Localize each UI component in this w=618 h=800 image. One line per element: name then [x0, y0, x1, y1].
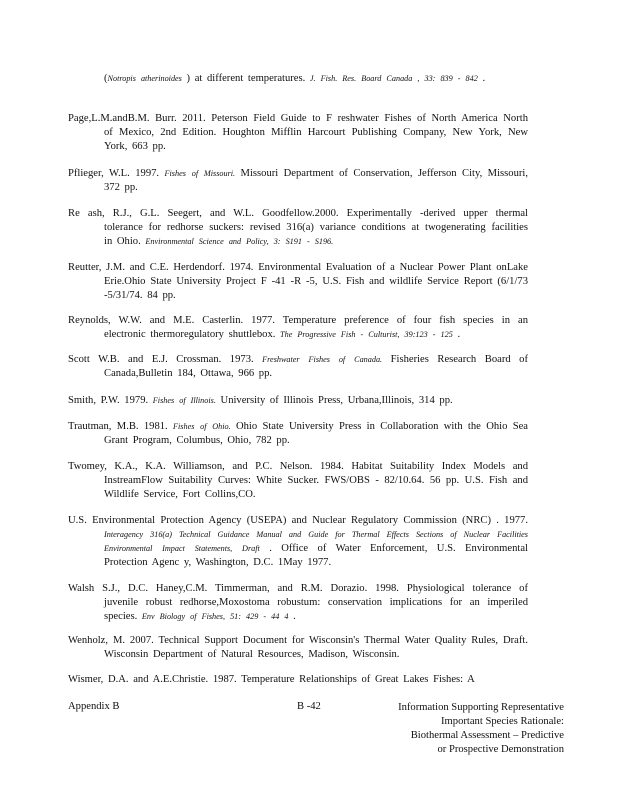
reference-text: Wenholz, M. 2007. Technical Support Document for Wisconsin's Thermal Water Quality Rules, Draft. Wisconsin Department of Natural Resources, Madison, Wisconsin. — [68, 635, 528, 660]
reference-text: . — [288, 611, 296, 622]
reference-pflieger — [68, 167, 528, 195]
reference-notropis — [68, 72, 528, 86]
reference-italic-text: Interagency 316(a) Technical Guidance Manual and Guide for Thermal Effects Sections of Nuclear Facilities Environmental Impact Statements, Draft — [104, 530, 528, 553]
reference-text: ( — [104, 73, 108, 84]
reference-text: . — [452, 329, 461, 340]
reference-scott — [68, 353, 528, 381]
reference-text: ) at different temperatures. — [181, 73, 310, 84]
reference-text: University of Illinois Press, Urbana,Illinois, 314 pp. — [215, 395, 453, 406]
reference-italic-text: J. Fish. Res. Board Canada , 33: 839 - 842 — [309, 74, 478, 83]
reference-text: Fisheries Research Board of Canada,Bulletin 184, Ottawa, 966 pp. — [104, 354, 528, 379]
reference-reutter — [68, 261, 528, 303]
reference-trautman — [68, 420, 528, 448]
reference-text: Ohio State University Press in Collaboration with the Ohio Sea Grant Program, Columbus, Ohio, 782 pp. — [104, 421, 528, 446]
footer-title-line: Important Species Rationale: — [441, 716, 564, 727]
reference-usepa — [68, 514, 528, 570]
reference-text: Pflieger, W.L. 1997. — [68, 168, 165, 179]
reference-text: Page,L.M.andB.M. Burr. 2011. Peterson Field Guide to F reshwater Fishes of North America North of Mexico, 2nd Edition. Houghton Mifflin Harcourt Publishing Company, New York, New York, 663 pp. — [68, 113, 528, 152]
reference-text: Walsh S.J., D.C. Haney,C.M. Timmerman, and R.M. Dorazio. 1998. Physiological tolerance of juvenile robust redhorse,Moxostoma robustum: conservation implications for an imperiled species. — [68, 583, 528, 622]
reference-reynolds — [68, 314, 528, 342]
reference-page — [68, 112, 528, 154]
reference-wismer — [68, 673, 528, 687]
reference-text: Wismer, D.A. and A.E.Christie. 1987. Temperature Relationships of Great Lakes Fishes: A — [68, 674, 475, 685]
reference-italic-text: The Progressive Fish - Culturist, 39:123 - 125 — [280, 330, 453, 339]
reference-text: Reynolds, W.W. and M.E. Casterlin. 1977. Temperature preference of four fish species in an electronic thermoregulatory shuttlebox. — [68, 315, 528, 340]
reference-walsh — [68, 582, 528, 624]
reference-twomey — [68, 460, 528, 502]
reference-text: U.S. Environmental Protection Agency (USEPA) and Nuclear Regulatory Commission (NRC) . 1977. — [68, 515, 528, 526]
reference-italic-text: Freshwater Fishes of Canada. — [262, 355, 383, 364]
reference-text: . Office of Water Enforcement, U.S. Environmental Protection Agenc y, Washington, D.C. 1May 1977. — [104, 543, 529, 568]
reference-smith — [68, 394, 528, 408]
reference-text: Re ash, R.J., G.L. Seegert, and W.L. Goodfellow.2000. Experimentally -derived upper thermal tolerance for redhorse suckers: revised 316(a) variance conditions at twogenerating facilities in Ohio. — [68, 208, 528, 247]
reference-reash — [68, 207, 528, 249]
footer-section-title — [364, 701, 564, 757]
reference-text: Trautman, M.B. 1981. — [68, 421, 174, 432]
footer-title-line: Information Supporting Representative — [398, 702, 564, 713]
reference-text: Missouri Department of Conservation, Jefferson City, Missouri, 372 pp. — [104, 168, 528, 193]
reference-italic-text: Fishes of Missouri. — [164, 169, 236, 178]
reference-text: Twomey, K.A., K.A. Williamson, and P.C. Nelson. 1984. Habitat Suitability Index Models and InstreamFlow Suitability Curves: White Sucker. FWS/OBS - 82/10.64. 56 pp. U.S. Fish and Wildlife Service, Fort Collins,CO. — [68, 461, 528, 500]
reference-italic-text: Environmental Science and Policy, 3: S191 - S196. — [145, 237, 334, 246]
footer-page-number: B -42 — [297, 701, 321, 712]
footer-title-line: or Prospective Demonstration — [437, 744, 564, 755]
reference-italic-text: Fishes of Illinois. — [152, 396, 216, 405]
reference-text: Smith, P.W. 1979. — [68, 395, 153, 406]
page-footer — [68, 701, 564, 761]
footer-title-line: Biothermal Assessment – Predictive — [410, 730, 564, 741]
reference-italic-text: Notropis atherinoides — [107, 74, 182, 83]
reference-text: . — [477, 73, 486, 84]
reference-italic-text: Fishes of Ohio. — [173, 422, 231, 431]
reference-text: Scott W.B. and E.J. Crossman. 1973. — [68, 354, 263, 365]
reference-text: Reutter, J.M. and C.E. Herdendorf. 1974. Environmental Evaluation of a Nuclear Power Plant onLake Erie.Ohio State University Project F -41 -R -5, U.S. Fish and wildlife Service Report (6/1/73 -5/31/74. 84 pp. — [68, 262, 528, 301]
reference-wenholz — [68, 634, 528, 662]
reference-italic-text: Env Biology of Fishes, 51: 429 - 44 4 — [141, 612, 289, 621]
footer-appendix-label: Appendix B — [68, 701, 120, 712]
